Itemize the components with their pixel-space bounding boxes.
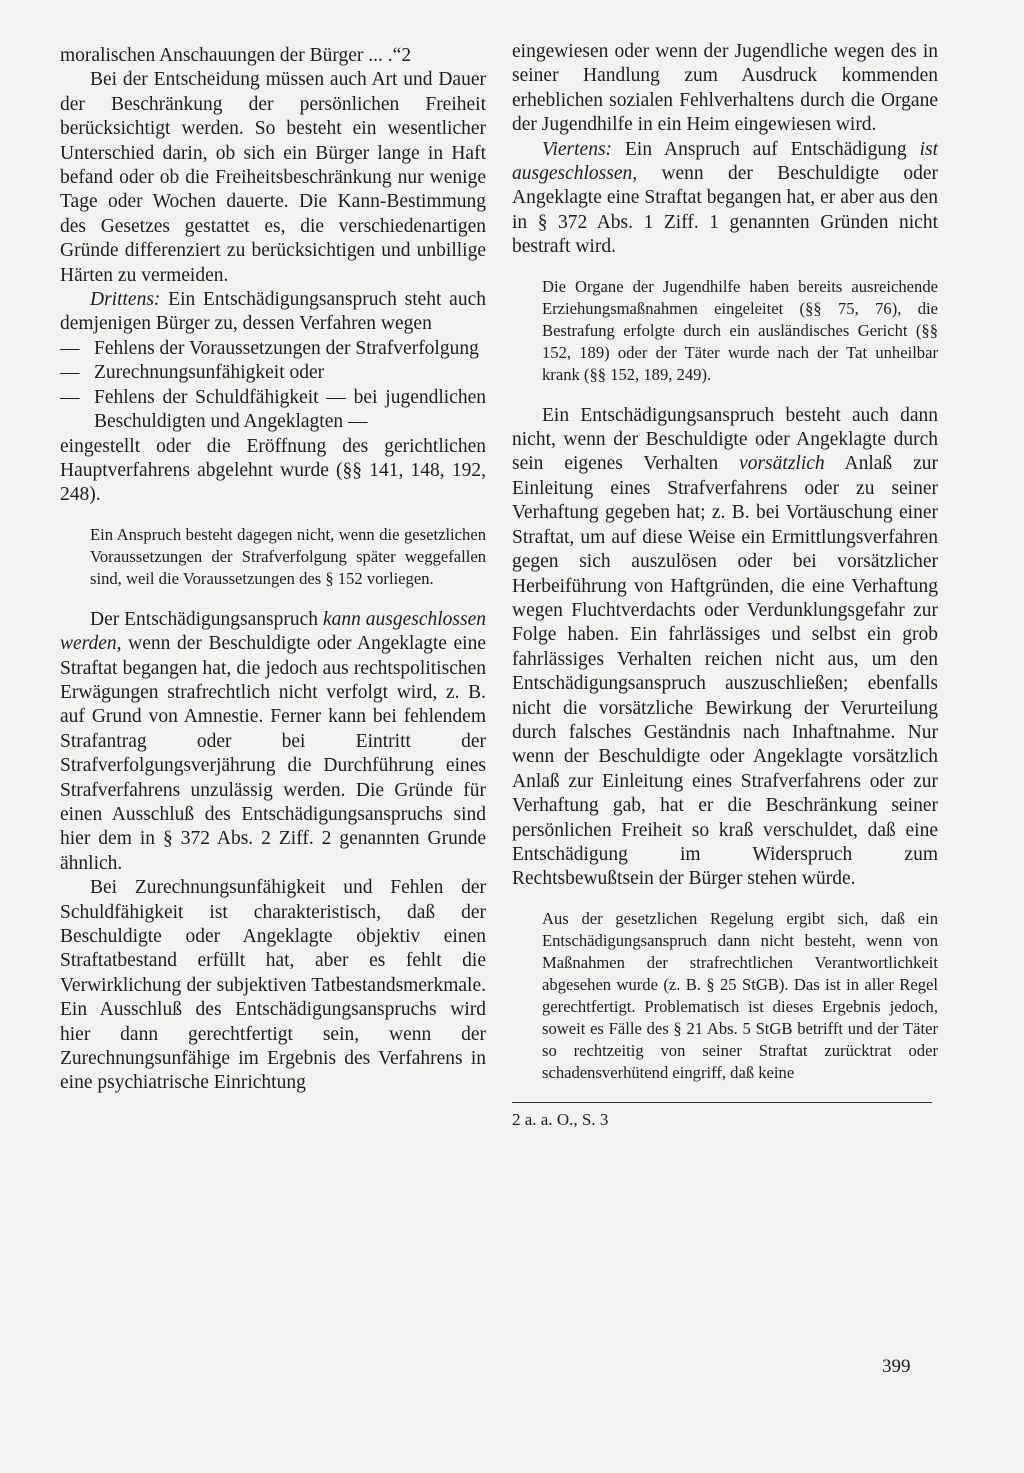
paragraph-vorsaetzlich	[512, 404, 938, 892]
text-span: wenn der Beschuldigte oder Angeklagte eine Straftat begangen hat, er aber aus den in § 372 Abs. 1 Ziff. 1 genannten Gründen nicht bestraft wird.	[512, 163, 938, 258]
text-span: Der Entschädigungsanspruch	[90, 608, 323, 630]
small-print-note: Ein Anspruch besteht dagegen nicht, wenn die gesetzlichen Voraussetzungen der Strafverfolgung später weggefallen sind, weil die Voraussetzungen des § 152 vorliegen.	[90, 524, 486, 588]
paragraph-drittens	[60, 288, 486, 337]
text-span: Ein Entschädigungsanspruch besteht auch dann nicht, wenn der Beschuldigte oder Angeklagte durch sein eigenes Verhalten	[512, 404, 938, 475]
paragraph-ausschluss	[60, 608, 486, 876]
drittens-label: Drittens:	[90, 289, 161, 311]
paragraph-viertens	[512, 138, 938, 260]
page-number: 399	[882, 1356, 911, 1377]
viertens-label: Viertens:	[542, 138, 613, 160]
list-item: — Zurechnungsunfähigkeit oder	[60, 361, 486, 385]
emphasis-ist-ausgeschlossen: ist ausgeschlossen,	[512, 138, 938, 185]
grounds-list	[60, 337, 486, 435]
list-item: — Fehlens der Voraussetzungen der Strafverfolgung	[60, 337, 486, 361]
small-print-note: Die Organe der Jugendhilfe haben bereits ausreichende Erziehungsmaßnahmen eingeleitet (§§ 75, 76), die Bestrafung erfolgte durch ein ausländisches Gericht (§§ 152, 189) oder der Täter wurde nach der Tat unheilbar krank (§§ 152, 189, 249).	[542, 276, 938, 384]
drittens-text: Ein Entschädigungsanspruch steht auch demjenigen Bürger zu, dessen Verfahren wegen	[60, 289, 486, 335]
left-column	[60, 44, 486, 1096]
emphasis-vorsaetzlich: vorsätzlich	[739, 453, 825, 475]
text-span: Ein Anspruch auf Entschädigung	[612, 138, 920, 160]
right-column	[512, 40, 938, 1131]
emphasis-kann-ausgeschlossen: kann ausgeschlossen werden,	[60, 608, 486, 655]
text-span: wenn der Beschuldigte oder Angeklagte eine Straftat begangen hat, die jedoch aus rechtspolitischen Erwägungen strafrechtlich nicht verfolgt wird, z. B. auf Grund von Amnestie. Ferner kann bei fehlendem Strafantrag oder bei Eintritt der Strafverfolgungsverjährung die Durchführung eines Strafverfahrens unzulässig werden. Die Gründe für einen Ausschluß des Entschädigungsanspruchs sind hier dem in § 372 Abs. 2 Ziff. 2 genannten Grunde ähnlich.	[60, 633, 486, 874]
text-span: Anlaß zur Einleitung eines Strafverfahrens oder zu seiner Verhaftung gegeben hat; z. B. bei Vortäuschung einer Straftat, um auf diese Weise ein Ermittlungsverfahren gegen sich auszulösen oder bei vorsätzlicher Herbeiführung von Haftgründen, die eine Verhaftung wegen Fluchtverdachts oder Verdunklungsgefahr zur Folge haben. Ein fahrlässiges und selbst ein grob fahrlässiges Verhalten reichen nicht aus, um den Entschädigungsanspruch auszuschließen; ebenfalls nicht die vorsätzliche Bewirkung der Verurteilung durch falsches Geständnis nach Inhaftnahme. Nur wenn der Beschuldigte oder Angeklagte vorsätzlich Anlaß zur Einleitung eines Strafverfahrens oder zur Verhaftung gab, hat er die Beschränkung seiner persönlichen Freiheit so kraß verschuldet, daß eine Entschädigung im Widerspruch zum Rechtsbewußtsein der Bürger stehen würde.	[512, 453, 939, 890]
paragraph-zurechnungsunfaehigkeit: Bei Zurechnungsunfähigkeit und Fehlen der Schuldfähigkeit ist charakteristisch, daß der Beschuldigte oder Angeklagte objektiv einen Straftatbestand erfüllt hat, aber es fehlt die Verwirklichung der subjektiven Tatbestandsmerkmale. Ein Ausschluß des Entschädigungsanspruchs wird hier dann gerechtfertigt sein, wenn der Zurechnungsunfähige im Ergebnis des Verfahrens in eine psychiatrische Einrichtung	[60, 877, 486, 1094]
footnote: 2 a. a. O., S. 3	[512, 1109, 609, 1129]
paragraph-art-und-dauer: Bei der Entscheidung müssen auch Art und Dauer der Beschränkung der persönlichen Freiheit berücksichtigt werden. So besteht ein wesentlicher Unterschied darin, ob sich ein Bürger lange in Haft befand oder ob die Freiheitsbeschränkung nur wenige Tage oder Wochen dauerte. Die Kann-Bestimmung des Gesetzes gestattet es, die verschiedenartigen Gründe differenziert zu berücksichtigen und unbillige Härten zu vermeiden.	[60, 69, 486, 286]
paragraph-eingewiesen: eingewiesen oder wenn der Jugendliche wegen des in seiner Handlung zum Ausdruck kommenden erheblichen sozialen Fehlverhaltens durch die Organe der Jugendhilfe in ein Heim eingewiesen wird.	[512, 41, 938, 136]
small-print-note: Aus der gesetzlichen Regelung ergibt sich, daß ein Entschädigungsanspruch dann nicht besteht, wenn von Maßnahmen der strafrechtlichen Verantwortlichkeit abgesehen wurde (z. B. § 25 StGB). Das ist in aller Regel gerechtfertigt. Problematisch ist dieses Ergebnis jedoch, soweit es Fälle des § 21 Abs. 5 StGB betrifft und der Täter so rechtzeitig von seiner Straftat zurücktrat oder schadensverhütend eingriff, daß keine	[542, 908, 938, 1082]
paragraph-continuation: moralischen Anschauungen der Bürger ... .“2	[60, 45, 412, 66]
footnote-divider	[512, 1102, 932, 1103]
paragraph-eingestellt: eingestellt oder die Eröffnung des gerichtlichen Hauptverfahrens abgelehnt wurde (§§ 141, 148, 192, 248).	[60, 435, 486, 506]
list-item: — Fehlens der Schuldfähigkeit — bei jugendlichen Beschuldigten und Angeklagten —	[60, 386, 486, 435]
